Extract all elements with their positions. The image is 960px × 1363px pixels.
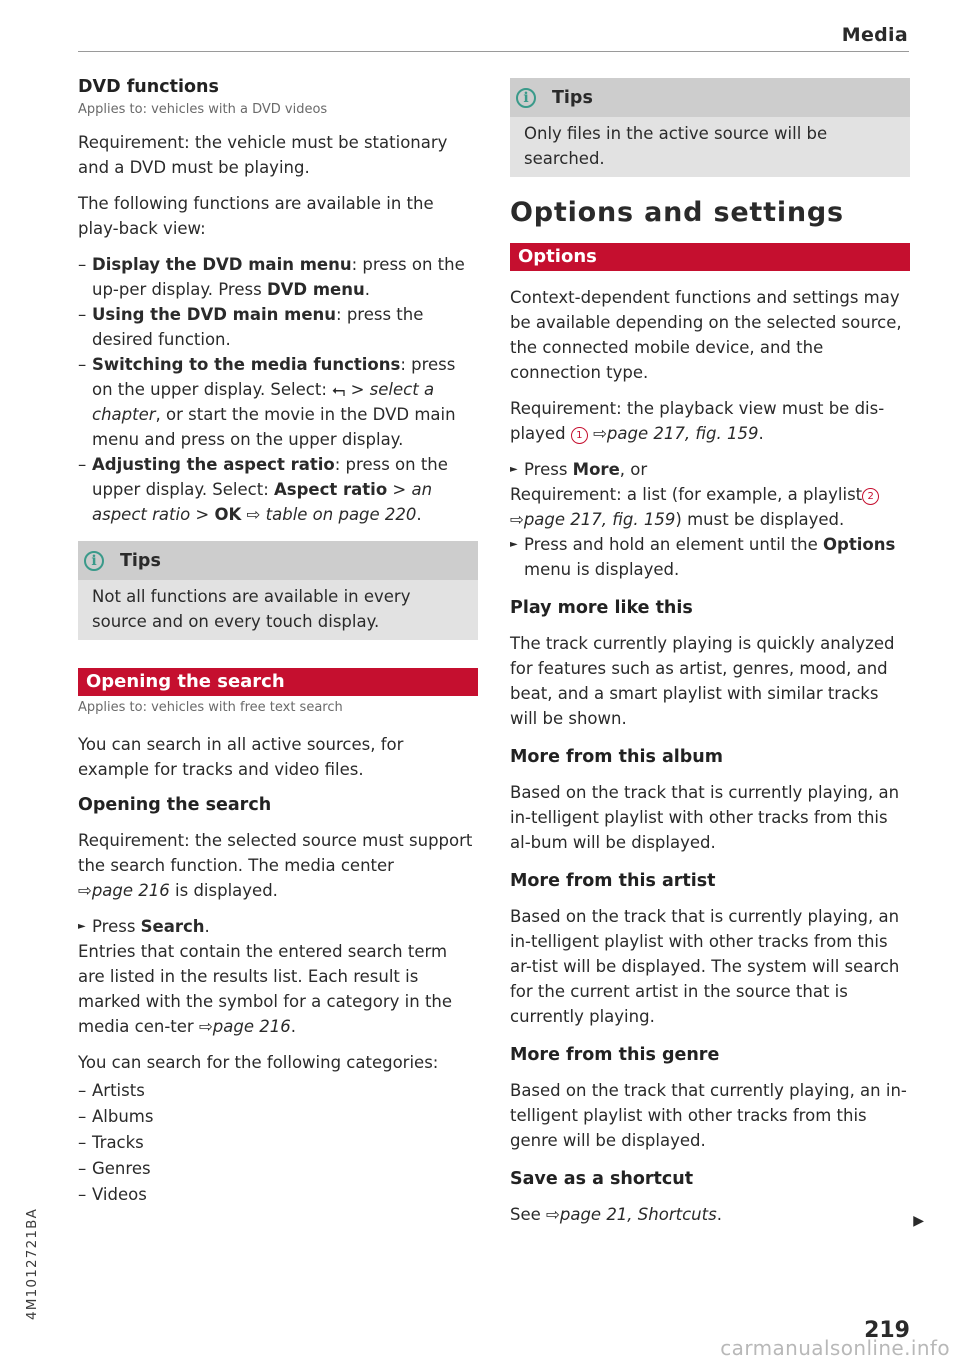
dvd-requirement: Requirement: the vehicle must be stationary and a DVD must be playing. — [78, 133, 448, 177]
ref-arrow-icon: ⇨ — [78, 881, 92, 900]
dvd-applies: Applies to: vehicles with a DVD videos — [78, 102, 328, 117]
ref-arrow-icon: ⇨ — [198, 1017, 213, 1036]
header-rule — [78, 51, 909, 52]
options-requirement-1: Requirement: the playback view must be dis-played 1 ⇨page 217, fig. 159. — [510, 399, 885, 443]
info-icon: i — [84, 551, 104, 571]
genre-body: Based on the track that currently playing, an in-telligent playlist with other tracks from this genre will be displayed. — [510, 1081, 907, 1150]
list-item: – Adjusting the aspect ratio: press on the upper display. Select: Aspect ratio > an aspect ratio > OK ⇨ table on page 220. — [78, 452, 478, 527]
section-bar-options: Options — [510, 243, 910, 271]
page-number: 219 — [864, 1318, 910, 1343]
left-column — [78, 70, 478, 1208]
dvd-function-list — [78, 252, 478, 527]
ref-arrow-icon: ⇨ — [546, 1205, 560, 1224]
list-item: – Using the DVD main menu: press the desired function. — [78, 302, 478, 352]
categories-intro: You can search for the following categories: — [78, 1053, 439, 1072]
play-more-body: The track currently playing is quickly analyzed for features such as artist, genres, mood, and beat, and a smart playlist with similar tracks will be shown. — [510, 634, 895, 728]
category-list — [78, 1078, 478, 1208]
list-item: – Albums — [78, 1104, 478, 1130]
search-intro: You can search in all active sources, for example for tracks and video files. — [78, 735, 404, 779]
shortcut-body: See ⇨page 21, Shortcuts. — [510, 1205, 722, 1224]
search-heading: Opening the search — [78, 795, 272, 815]
options-step-2: ► Press and hold an element until the Options menu is displayed. — [510, 532, 910, 582]
continue-arrow-icon: ▶ — [913, 1213, 924, 1229]
tips-box — [78, 541, 478, 640]
search-step: ► Press Search. — [78, 914, 478, 939]
section-title: Media — [841, 24, 908, 46]
page-reference[interactable]: page 216 — [212, 1017, 291, 1036]
dvd-intro: The following functions are available in the play-back view: — [78, 194, 434, 238]
callout-1-icon: 1 — [571, 427, 588, 444]
search-applies: Applies to: vehicles with free text search — [78, 700, 343, 715]
back-icon: ⮢ — [332, 380, 346, 399]
options-requirement-2: Requirement: a list (for example, a playlist 2 ⇨page 217, fig. 159) must be displayed. — [510, 482, 910, 532]
list-item: – Genres — [78, 1156, 478, 1182]
list-item: – Display the DVD main menu: press on the up-per display. Press DVD menu. — [78, 252, 478, 302]
list-item: – Tracks — [78, 1130, 478, 1156]
search-requirement: Requirement: the selected source must support the search function. The media center ⇨page 216 is displayed. — [78, 831, 473, 900]
section-bar-opening-search: Opening the search — [78, 668, 478, 696]
page-reference[interactable]: page 217, fig. 159 — [523, 510, 676, 529]
ref-arrow-icon: ⇨ — [510, 510, 524, 529]
watermark: carmanualsonline.info — [720, 1336, 950, 1360]
page-title: Options and settings — [510, 197, 844, 228]
shortcut-heading: Save as a shortcut — [510, 1169, 694, 1189]
info-icon: i — [516, 88, 536, 108]
tips-box — [510, 78, 910, 177]
tips-title: Tips — [120, 550, 161, 571]
artist-body: Based on the track that is currently playing, an in-telligent playlist with other tracks from this ar-tist will be displayed. The system will search for the current artist in the source that is currently playing. — [510, 907, 900, 1026]
list-item: – Artists — [78, 1078, 478, 1104]
album-heading: More from this album — [510, 747, 723, 767]
options-step-1: ► Press More, or — [510, 457, 910, 482]
page-reference[interactable]: page 216 — [91, 881, 170, 900]
document-code: 4M1012721BA — [24, 1207, 40, 1320]
play-more-heading: Play more like this — [510, 598, 693, 618]
list-item: – Videos — [78, 1182, 478, 1208]
page-reference[interactable]: page 217, fig. 159 — [606, 424, 759, 443]
search-results-text: Entries that contain the entered search term are listed in the results list. Each result is marked with the symbol for a category in the media cen-ter ⇨page 216. — [78, 942, 453, 1036]
tips-title: Tips — [552, 87, 593, 108]
artist-heading: More from this artist — [510, 871, 716, 891]
right-column — [510, 78, 910, 1227]
page-reference[interactable]: table on page 220 — [265, 505, 417, 524]
album-body: Based on the track that is currently playing, an in-telligent playlist with other tracks from this al-bum will be displayed. — [510, 783, 900, 852]
genre-heading: More from this genre — [510, 1045, 720, 1065]
tips-body: Only files in the active source will be searched. — [524, 124, 828, 168]
list-item: – Switching to the media functions: press on the upper display. Select: ⮢ > select a chapter, or start the movie in the DVD main menu and press on the upper display. — [78, 352, 478, 452]
ref-arrow-icon: ⇨ — [241, 505, 266, 524]
ref-arrow-icon: ⇨ — [593, 424, 607, 443]
callout-2-icon: 2 — [862, 488, 879, 505]
dvd-heading: DVD functions — [78, 77, 219, 97]
tips-body: Not all functions are available in every source and on every touch display. — [92, 587, 411, 631]
page-reference[interactable]: page 21, Shortcuts — [559, 1205, 717, 1224]
options-intro: Context-dependent functions and settings may be available depending on the selected source, the connected mobile device, and the connection type. — [510, 288, 902, 382]
